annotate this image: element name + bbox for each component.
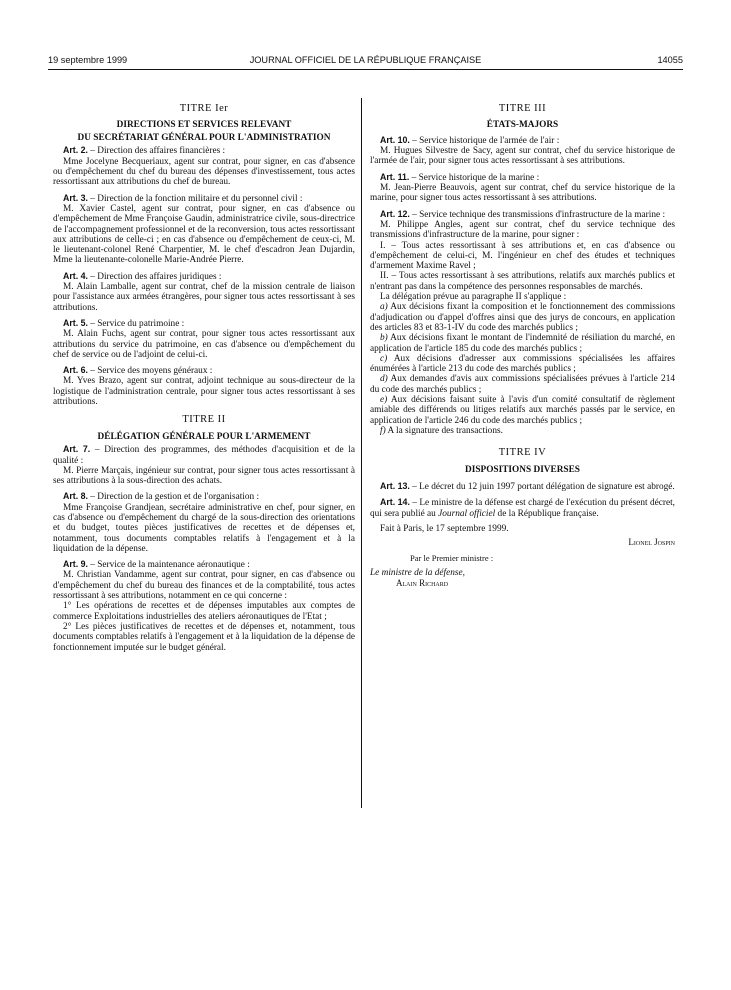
art-11-text: M. Jean-Pierre Beauvois, agent sur contrat, chef du service historique de la marine, pour signer tous actes ressortissant à ses attributions. (370, 183, 675, 204)
art-2-heading: Art. 2. – Direction des affaires financières : (63, 145, 226, 157)
column-separator (361, 98, 362, 808)
titre-1-subtitle-line2: DU SECRÉTARIAT GÉNÉRAL POUR L'ADMINISTRATION (77, 132, 331, 143)
page-header (48, 55, 683, 67)
art-12-item-b: b) Aux décisions fixant le montant de l'indemnité de résiliation du marché, en application de l'article 185 du code des marchés publics ; (370, 333, 675, 354)
art-13: Art. 13. – Le décret du 12 juin 1997 portant délégation de signature est abrogé. (380, 481, 675, 493)
titre-2-heading: TITRE II (182, 414, 226, 426)
art-14-label: Art. 14. (380, 497, 410, 508)
art-10-label: Art. 10. (380, 134, 410, 145)
art-6-heading: Art. 6. – Service des moyens généraux : (63, 365, 213, 377)
art-11-heading: Art. 11. – Service historique de la marine : (380, 171, 540, 183)
ministre-title: Le ministre de la défense, (370, 567, 465, 578)
art-2-text: Mme Jocelyne Becqueriaux, agent sur contrat, pour signer, en cas d'absence ou d'empêchement du chef du bureau des dépenses d'investissement, tous actes ressortissant aux attributions du chef de bureau. (53, 156, 355, 188)
header-date: 19 septembre 1999 (48, 55, 128, 65)
art-8-text: Mme Françoise Grandjean, secrétaire administrative en chef, pour signer, en cas d'absence ou d'empêchement du chargé de la sous-direction des orientations et du budget, toutes pièces justificatives de recettes et de dépenses et, notamment, tous documents comptables relatifs à l'engagement et à la liquidation de la dépense. (53, 502, 355, 554)
art-9-label: Art. 9. (63, 559, 88, 570)
art-4-heading: Art. 4. – Direction des affaires juridiques : (63, 270, 222, 282)
art-12-text: M. Philippe Angles, agent sur contrat, chef du service technique des transmissions d'infrastructure de la marine, pour signer : (370, 219, 675, 241)
titre-3-heading: TITRE III (498, 103, 547, 114)
art-9-text: M. Christian Vandamme, agent sur contrat, pour signer, en cas d'absence ou d'empêchement du chef du bureau des finances et de la comptabilité, tous actes ressortissant à ses attributions, notamment en ce qui concerne : (53, 570, 355, 602)
art-3-label: Art. 3. (63, 192, 88, 203)
art-12-label: Art. 12. (380, 208, 410, 219)
art-10-text: M. Hugues Silvestre de Sacy, agent sur contrat, chef du service historique de l'armée de l'air, pour signer tous actes ressortissant à ses attributions. (370, 146, 675, 167)
art-8-label: Art. 8. (63, 491, 88, 502)
right-column (370, 104, 675, 593)
art-4-text: M. Alain Lamballe, agent sur contrat, chef de la mission centrale de liaison pour l'assistance aux armées étrangères, pour signer tous actes ressortissant à ses attributions. (53, 282, 355, 313)
header-page-number: 14055 (657, 55, 683, 65)
art-12-section-2: II. – Tous actes ressortissant à ses attributions, relatifs aux marchés publics et n'entrant pas dans la compétence des personnes responsables de marchés. (370, 271, 675, 292)
art-8-heading: Art. 8. – Direction de la gestion et de l'organisation : (63, 491, 260, 503)
art-2-label: Art. 2. (63, 145, 88, 156)
left-column (53, 104, 355, 658)
art-11-label: Art. 11. (380, 171, 410, 182)
art-7-heading: Art. 7. – Direction des programmes, des méthodes d'acquisition et de la qualité : (53, 444, 355, 466)
art-3-text: M. Xavier Castel, agent sur contrat, pour signer, en cas d'absence ou d'empêchement de Mme Françoise Gaudin, administratrice civile, sous-directrice de l'accompagnement professionnel et de la reconversion, tous actes ressortissant aux attributions de celle-ci ; en cas d'absence ou d'empêchement de ceux-ci, M. le lieutenant-colonel René Charpentier, M. le chef d'escadron Jean Dujardin, Mme la lieutenante-colonelle Marie-Andrée Pierre. (53, 203, 355, 266)
titre-4-subtitle: DISPOSITIONS DIVERSES (465, 464, 580, 475)
art-12-item-d: d) Aux demandes d'avis aux commissions spécialisées prévues à l'article 214 du code des marchés publics ; (370, 374, 675, 395)
art-4-label: Art. 4. (63, 270, 88, 281)
art-12-item-e: e) Aux décisions faisant suite à l'avis d'un comité consultatif de règlement amiable des différends ou litiges relatifs aux marchés passés par le service, en application de l'article 246 du code des marchés publics ; (370, 395, 675, 426)
art-12-section-1: I. – Tous actes ressortissant à ses attributions et, en cas d'absence ou d'empêchement de celui-ci, M. l'ingénieur en chef des études et techniques d'armement Maxime Ravel ; (370, 240, 675, 272)
art-12-item-c: c) Aux décisions d'adresser aux commissions spécialisées les affaires énumérées à l'article 213 du code des marchés publics ; (370, 353, 675, 375)
art-12-item-f: f) A la signature des transactions. (380, 425, 503, 436)
art-12-item-a: a) Aux décisions fixant la composition et le fonctionnement des commissions d'adjudication ou d'appel d'offres ainsi que des jurys de concours, en application des articles 83 et 83-1-IV du code des marchés publics ; (370, 302, 675, 333)
art-12-heading: Art. 12. – Service technique des transmissions d'infrastructure de la marine : (380, 208, 666, 220)
art-12-scope: La délégation prévue au paragraphe II s'applique : (380, 292, 567, 303)
art-5-label: Art. 5. (63, 317, 88, 328)
titre-1-subtitle-line1: DIRECTIONS ET SERVICES RELEVANT (116, 120, 292, 131)
par-le-premier-ministre: Par le Premier ministre : (410, 552, 494, 563)
art-3-heading: Art. 3. – Direction de la fonction militaire et du personnel civil : (63, 192, 303, 204)
signature-ministre: Alain Richard (396, 578, 449, 589)
art-9-heading: Art. 9. – Service de la maintenance aéronautique : (63, 559, 250, 571)
art-7-label: Art. 7. (63, 444, 91, 455)
art-6-text: M. Yves Brazo, agent sur contrat, adjoint technique au sous-directeur de la logistique de l'administration centrale, pour signer tous actes ressortissant à ses attributions. (53, 376, 355, 408)
fait-a-paris: Fait à Paris, le 17 septembre 1999. (380, 523, 509, 534)
titre-3-subtitle: ÉTATS-MAJORS (486, 120, 559, 131)
art-14: Art. 14. – Le ministre de la défense est chargé de l'exécution du présent décret, qui sera publié au Journal officiel de la République française. (370, 497, 675, 519)
art-6-label: Art. 6. (63, 365, 88, 376)
titre-2-subtitle: DÉLÉGATION GÉNÉRALE POUR L'ARMEMENT (97, 431, 311, 442)
art-13-label: Art. 13. (380, 481, 410, 492)
signature-premier-ministre: Lionel Jospin (628, 537, 675, 548)
header-journal-title: JOURNAL OFFICIEL DE LA RÉPUBLIQUE FRANÇAISE (249, 55, 482, 65)
art-9-item-2: 2° Les pièces justificatives de recettes et de dépenses et, notamment, tous documents comptables relatifs à l'engagement et à la liquidation de la dépense de fonctionnement imputée sur le budget général. (53, 621, 355, 653)
titre-1-heading: TITRE Ier (179, 103, 229, 114)
art-7-text: M. Pierre Marçais, ingénieur sur contrat, pour signer tous actes ressortissant à ses attributions à la sous-direction des achats. (53, 465, 355, 487)
art-5-heading: Art. 5. – Service du patrimoine : (63, 317, 185, 329)
art-5-text: M. Alain Fuchs, agent sur contrat, pour signer tous actes ressortissant aux attributions du service du patrimoine, en cas d'absence ou d'empêchement du chef de service ou de l'adjoint de celui-ci. (53, 329, 355, 360)
art-9-item-1: 1° Les opérations de recettes et de dépenses imputables aux comptes de commerce Exploitations industrielles des ateliers aéronautiques de l'Etat ; (53, 601, 355, 622)
art-10-heading: Art. 10. – Service historique de l'armée de l'air : (380, 134, 560, 146)
header-rule (48, 69, 683, 70)
titre-4-heading: TITRE IV (498, 447, 547, 459)
